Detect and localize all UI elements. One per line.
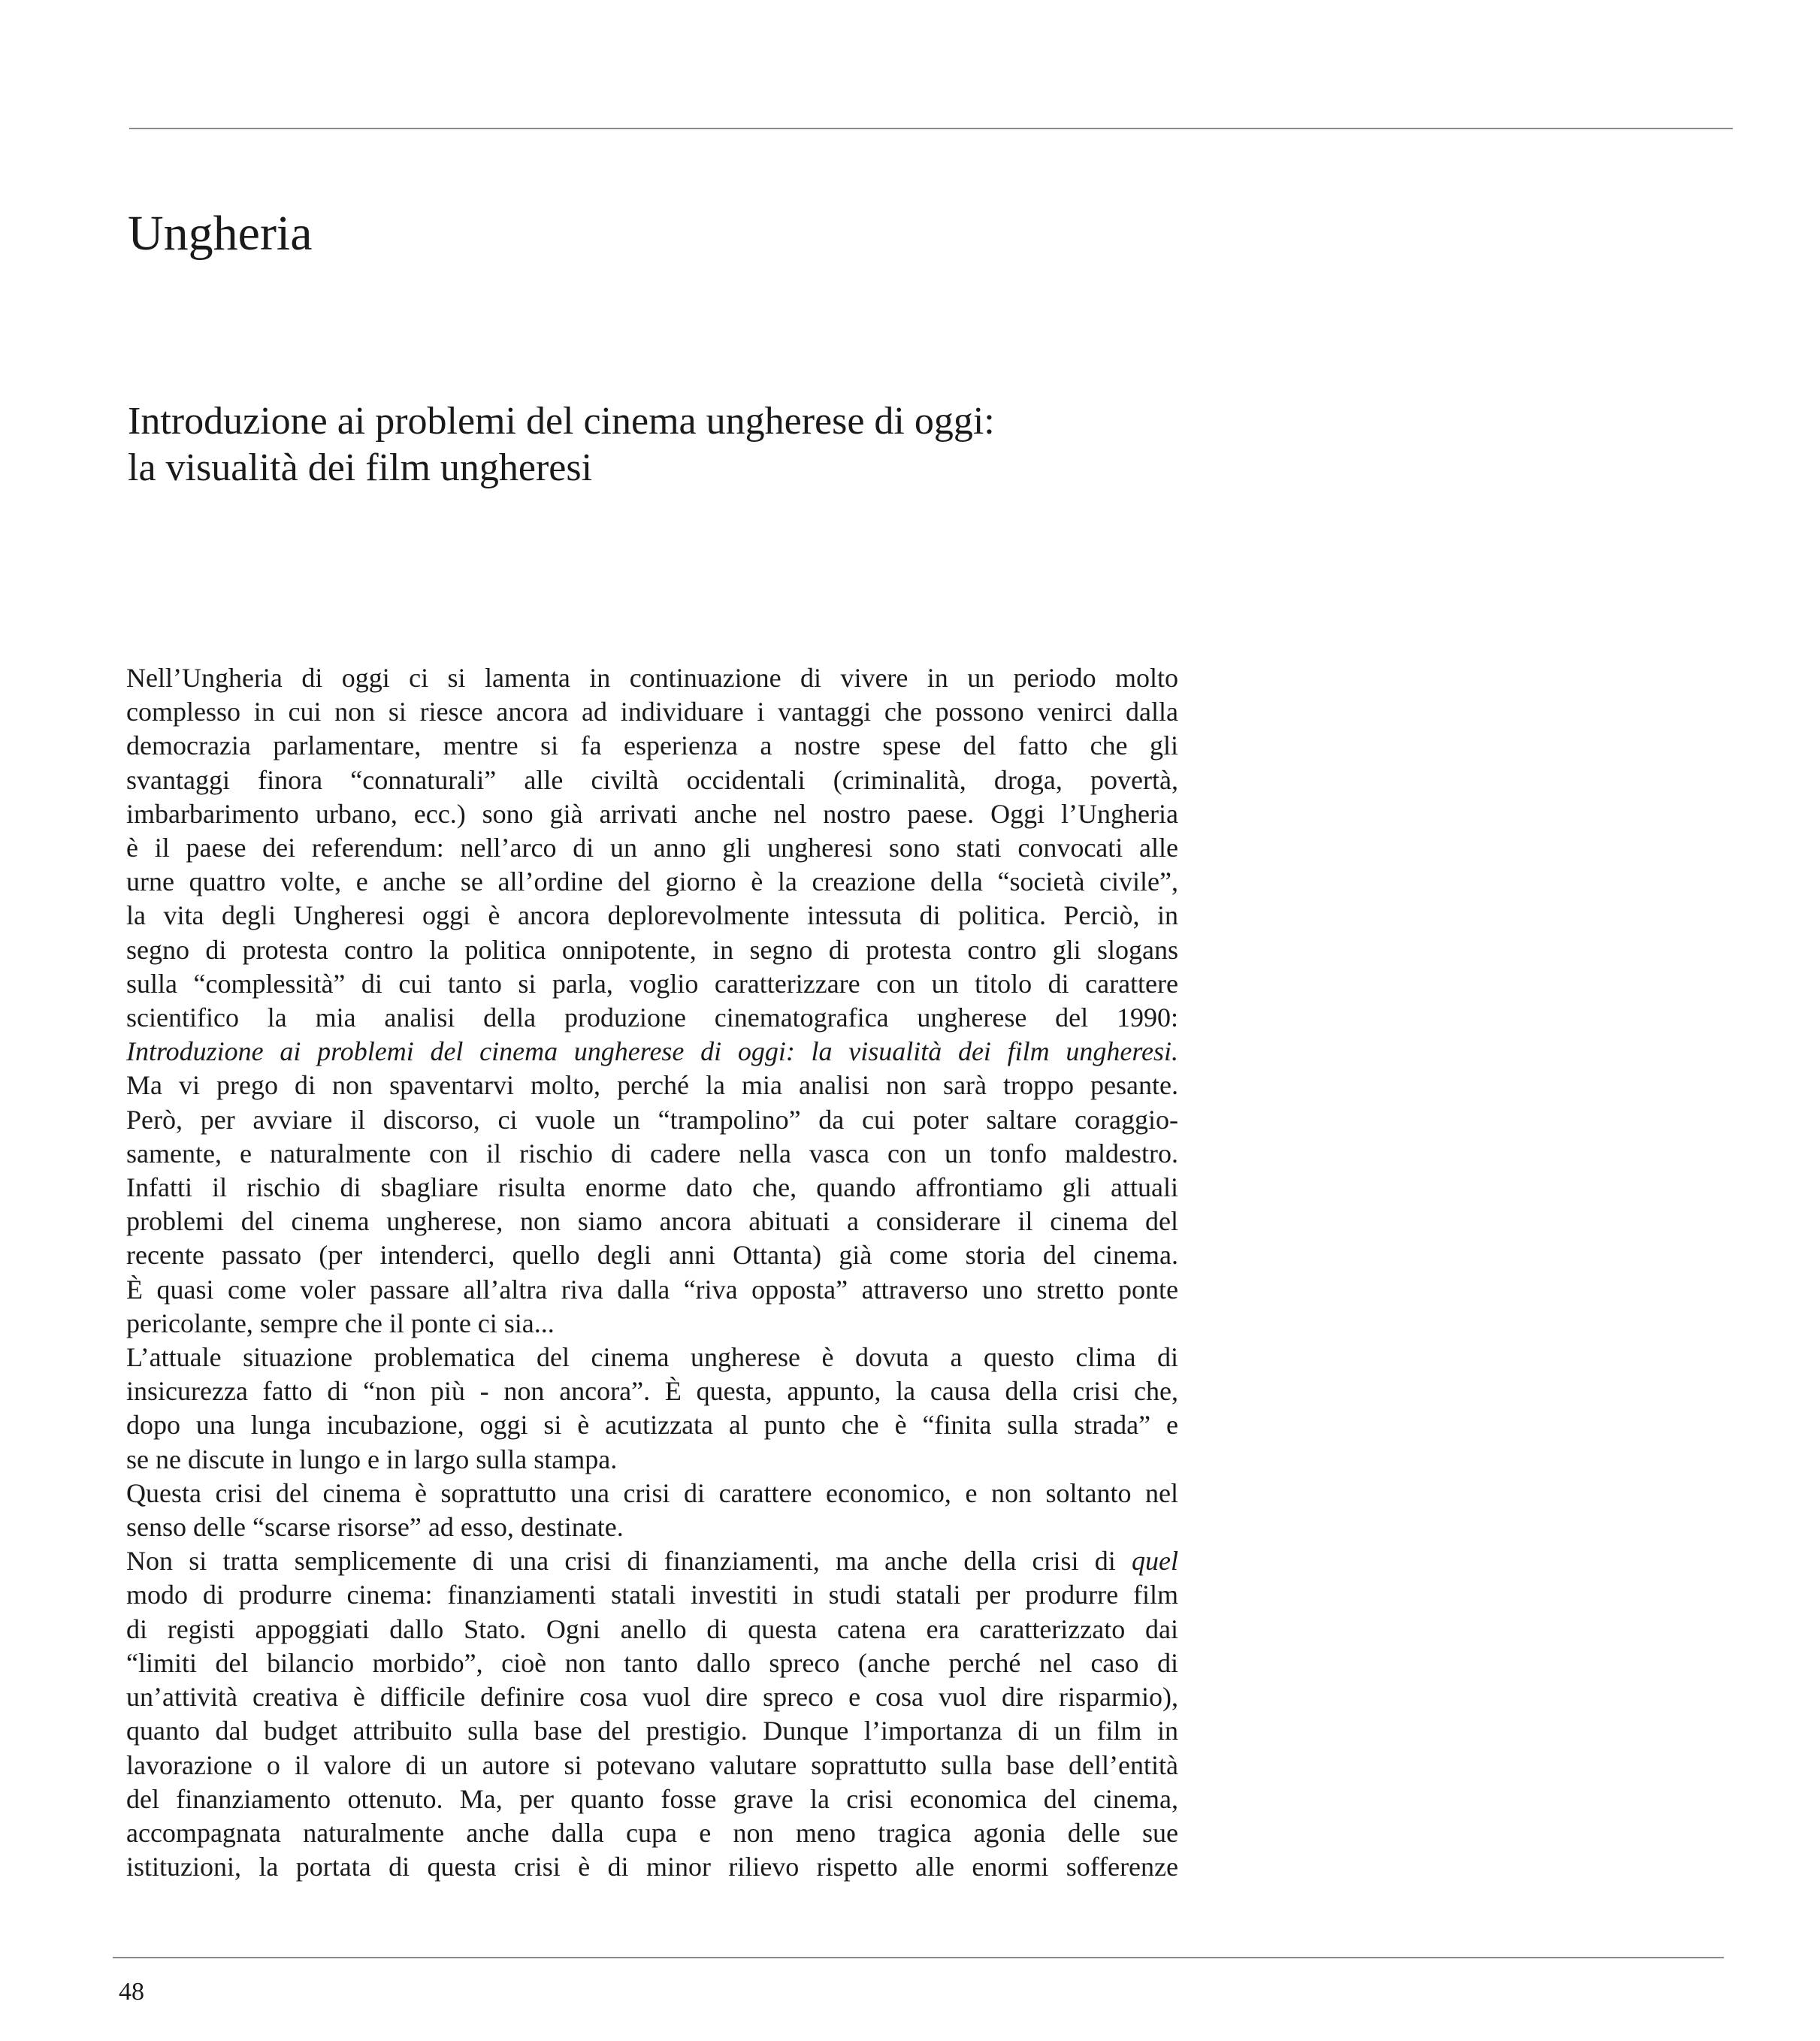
body-line-text: sulla “complessità” di cui tanto si parla, voglio caratterizzare con un titolo di carattere <box>126 968 1178 999</box>
body-line <box>126 1850 1178 1884</box>
body-line <box>126 1749 1178 1782</box>
body-line-text: accompagnata naturalmente anche dalla cupa e non meno tragica agonia delle sue <box>126 1817 1178 1848</box>
body-line-text: Non si tratta semplicemente di una crisi di finanziamenti, ma anche della crisi di <box>126 1546 1132 1577</box>
body-line-text: un’attività creativa è difficile definire cosa vuol dire spreco e cosa vuol dire risparmio), <box>126 1682 1178 1713</box>
body-line-text: Però, per avviare il discorso, ci vuole un “trampolino” da cui poter saltare coraggio- <box>126 1104 1178 1135</box>
body-line-text: svantaggi finora “connaturali” alle civiltà occidentali (criminalità, droga, povertà, <box>126 764 1178 795</box>
section-title: Ungheria <box>128 206 313 261</box>
body-line <box>126 1307 1178 1341</box>
body-line <box>126 1544 1178 1578</box>
article-title <box>128 398 995 491</box>
body-line-text: del finanziamento ottenuto. Ma, per quanto fosse grave la crisi economica del cinema, <box>126 1783 1178 1814</box>
body-line <box>126 661 1178 695</box>
body-line <box>126 1171 1178 1205</box>
body-line <box>126 1578 1178 1612</box>
body-line-text: Ma vi prego di non spaventarvi molto, perché la mia analisi non sarà troppo pesante. <box>126 1070 1178 1101</box>
body-line <box>126 1205 1178 1238</box>
body-line-text: modo di produrre cinema: finanziamenti statali investiti in studi statali per produrre film <box>126 1580 1178 1610</box>
body-line-text: Introduzione ai problemi del cinema ungherese di oggi: la visualità dei film ungheresi. <box>126 1036 1178 1067</box>
body-line-text: Questa crisi del cinema è soprattutto una crisi di carattere economico, e non soltanto nel <box>126 1477 1178 1508</box>
top-rule <box>129 128 1733 129</box>
body-line-text: senso delle “scarse risorse” ad esso, destinate. <box>126 1512 624 1543</box>
body-line <box>126 1273 1178 1307</box>
body-line <box>126 1646 1178 1680</box>
body-line <box>126 1782 1178 1816</box>
body-line-text: urne quattro volte, e anche se all’ordine del giorno è la creazione della “società civile”, <box>126 866 1178 897</box>
body-line-text: pericolante, sempre che il ponte ci sia... <box>126 1308 555 1338</box>
body-line-text: di registi appoggiati dallo Stato. Ogni anello di questa catena era caratterizzato dai <box>126 1613 1178 1644</box>
body-line <box>126 933 1178 967</box>
body-line <box>126 1374 1178 1408</box>
body-line <box>126 1816 1178 1850</box>
body-line <box>126 899 1178 933</box>
body-line <box>126 1001 1178 1035</box>
body-line-text: è il paese dei referendum: nell’arco di un anno gli ungheresi sono stati convocati alle <box>126 833 1178 863</box>
body-line <box>126 1510 1178 1544</box>
bottom-rule <box>113 1957 1724 1958</box>
body-line-text: dopo una lunga incubazione, oggi si è acutizzata al punto che è “finita sulla strada” e <box>126 1410 1178 1441</box>
body-line <box>126 1714 1178 1748</box>
body-line-text: scientifico la mia analisi della produzione cinematografica ungherese del 1990: <box>126 1002 1178 1033</box>
body-line <box>126 1137 1178 1171</box>
body-line <box>126 1103 1178 1137</box>
body-line-text: problemi del cinema ungherese, non siamo ancora abituati a considerare il cinema del <box>126 1206 1178 1237</box>
body-line-text: recente passato (per intenderci, quello degli anni Ottanta) già come storia del cinema. <box>126 1240 1178 1271</box>
body-line-text: segno di protesta contro la politica onnipotente, in segno di protesta contro gli slogans <box>126 934 1178 965</box>
body-line <box>126 865 1178 899</box>
body-line <box>126 1341 1178 1374</box>
body-line-text: L’attuale situazione problematica del cinema ungherese è dovuta a questo clima di <box>126 1342 1178 1373</box>
body-line-text: complesso in cui non si riesce ancora ad individuare i vantaggi che possono venirci dalla <box>126 697 1178 727</box>
body-line-text: democrazia parlamentare, mentre si fa esperienza a nostre spese del fatto che gli <box>126 730 1178 761</box>
body-line-text: Nell’Ungheria di oggi ci si lamenta in continuazione di vivere in un periodo molto <box>126 663 1178 693</box>
body-line <box>126 1069 1178 1102</box>
article-body <box>126 661 1178 1884</box>
body-line <box>126 763 1178 797</box>
body-line-italic-word: quel <box>1132 1546 1178 1577</box>
body-line-text: insicurezza fatto di “non più - non ancora”. È questa, appunto, la causa della crisi che, <box>126 1376 1178 1407</box>
body-line-text: Infatti il rischio di sbagliare risulta enorme dato che, quando affrontiamo gli attuali <box>126 1172 1178 1203</box>
body-line <box>126 1408 1178 1442</box>
body-line-text: istituzioni, la portata di questa crisi è di minor rilievo rispetto alle enormi sofferenze <box>126 1852 1178 1882</box>
body-line-text: la vita degli Ungheresi oggi è ancora deplorevolmente intessuta di politica. Perciò, in <box>126 900 1178 931</box>
body-line <box>126 1477 1178 1510</box>
body-line-text: È quasi come voler passare all’altra riva dalla “riva opposta” attraverso uno stretto ponte <box>126 1274 1178 1305</box>
body-line-text: “limiti del bilancio morbido”, cioè non tanto dallo spreco (anche perché nel caso di <box>126 1647 1178 1678</box>
body-line <box>126 967 1178 1001</box>
body-line <box>126 1238 1178 1272</box>
body-line <box>126 1443 1178 1477</box>
article-title-line-2: la visualità dei film ungheresi <box>128 446 593 489</box>
body-line-text: lavorazione o il valore di un autore si potevano valutare soprattutto sulla base dell’entità <box>126 1749 1178 1780</box>
body-line <box>126 1613 1178 1646</box>
body-line <box>126 729 1178 763</box>
body-line <box>126 1035 1178 1069</box>
body-line <box>126 1680 1178 1714</box>
body-line-text: quanto dal budget attribuito sulla base del prestigio. Dunque l’importanza di un film in <box>126 1716 1178 1746</box>
body-line <box>126 695 1178 729</box>
body-line <box>126 831 1178 865</box>
page-number: 48 <box>119 1978 144 2006</box>
body-line-text: samente, e naturalmente con il rischio di cadere nella vasca con un tonfo maldestro. <box>126 1138 1178 1169</box>
body-line <box>126 797 1178 831</box>
article-title-line-1: Introduzione ai problemi del cinema ungherese di oggi: <box>128 400 995 443</box>
body-line-text: se ne discute in lungo e in largo sulla stampa. <box>126 1444 618 1474</box>
body-line-text: imbarbarimento urbano, ecc.) sono già arrivati anche nel nostro paese. Oggi l’Ungheria <box>126 798 1178 829</box>
